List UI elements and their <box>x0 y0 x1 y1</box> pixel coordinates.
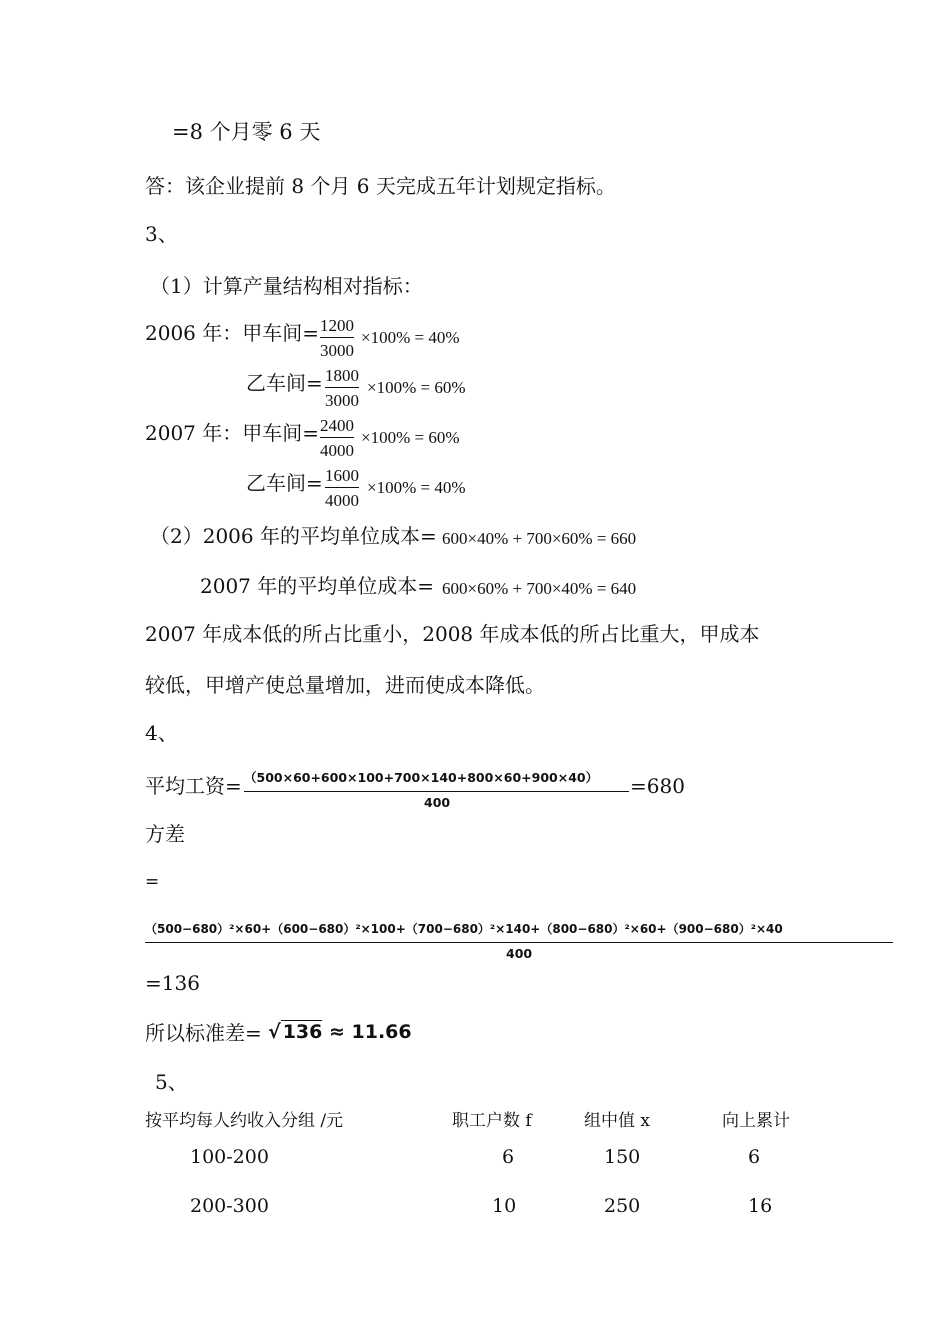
table-header-midpoint: 组中值 x <box>584 1111 650 1131</box>
variance-label: 方差 <box>145 822 185 846</box>
fraction-denominator: 4000 <box>320 441 354 460</box>
table-cell-midpoint: 150 <box>604 1146 641 1168</box>
variance-result: =136 <box>145 971 200 995</box>
fraction-tail: ×100% = 40% <box>361 328 460 347</box>
table-cell-cumulative: 6 <box>748 1146 761 1168</box>
fraction-denominator: 3000 <box>320 341 354 360</box>
table-cell-households: 6 <box>502 1146 515 1168</box>
avg-wage-label: 平均工资= <box>145 774 242 798</box>
avg-wage-numerator: （500×60+600×100+700×140+800×60+900×40） <box>244 770 599 785</box>
table-cell-group: 200-300 <box>190 1195 269 1217</box>
question-3-heading: 3、 <box>145 222 178 246</box>
sqrt-icon: √ <box>268 1021 281 1043</box>
variance-equals: = <box>145 872 160 892</box>
table-cell-midpoint: 250 <box>604 1195 641 1217</box>
explanation-line-2: 较低，甲增产使总量增加，进而使成本降低。 <box>145 673 545 697</box>
variance-numerator: （500−680）²×60+（600−680）²×100+（700−680）²×140+（800−680）²×60+（900−680）²×40 <box>145 922 783 936</box>
fraction-tail: ×100% = 60% <box>367 378 466 397</box>
fraction-numerator: 1200 <box>320 316 354 335</box>
fraction-2007-jia <box>320 417 354 459</box>
cost-2007-formula: 600×60% + 700×40% = 640 <box>442 579 637 598</box>
q3-part1-heading: （1）计算产量结构相对指标： <box>150 274 423 298</box>
y2007-label: 2007 年：甲车间= <box>145 421 320 445</box>
y2006-label: 2006 年：甲车间= <box>145 321 320 345</box>
std-dev-label: 所以标准差= <box>145 1021 262 1045</box>
fraction-denominator: 4000 <box>325 491 359 510</box>
fraction-numerator: 1800 <box>325 366 359 385</box>
cost-2006-formula: 600×40% + 700×60% = 660 <box>442 529 637 548</box>
table-header-group: 按平均每人约收入分组 /元 <box>145 1111 344 1131</box>
fraction-tail: ×100% = 40% <box>367 478 466 497</box>
q3-part2-2006: （2）2006 年的平均单位成本= <box>150 524 437 548</box>
avg-wage-result: =680 <box>630 774 685 798</box>
fraction-bar <box>325 487 359 488</box>
question-4-heading: 4、 <box>145 721 178 745</box>
avg-wage-denominator: 400 <box>424 795 451 810</box>
question-5-heading: 5、 <box>155 1070 188 1094</box>
fraction-2006-jia <box>320 317 354 359</box>
result-line: =8 个月零 6 天 <box>172 120 321 144</box>
fraction-numerator: 1600 <box>325 466 359 485</box>
fraction-denominator: 3000 <box>325 391 359 410</box>
yi-2006-label: 乙车间= <box>246 371 323 395</box>
explanation-line-1: 2007 年成本低的所占比重小，2008 年成本低的所占比重大，甲成本 <box>145 622 760 646</box>
table-header-cumulative: 向上累计 <box>722 1111 790 1131</box>
fraction-tail: ×100% = 60% <box>361 428 460 447</box>
answer-line: 答：该企业提前 8 个月 6 天完成五年计划规定指标。 <box>145 174 616 198</box>
sqrt-radicand: 136 <box>282 1021 323 1043</box>
fraction-2006-yi <box>325 367 359 409</box>
fraction-bar <box>320 337 354 338</box>
table-cell-cumulative: 16 <box>748 1195 773 1217</box>
std-dev-approx: ≈ 11.66 <box>328 1021 412 1043</box>
avg-wage-fraction-bar <box>244 791 629 792</box>
fraction-2007-yi <box>325 467 359 509</box>
fraction-bar <box>320 437 354 438</box>
yi-2007-label: 乙车间= <box>246 471 323 495</box>
table-cell-group: 100-200 <box>190 1146 269 1168</box>
table-header-households: 职工户数 f <box>452 1111 532 1131</box>
std-dev-formula <box>268 1021 412 1043</box>
variance-fraction-bar <box>145 942 893 943</box>
fraction-bar <box>325 387 359 388</box>
fraction-numerator: 2400 <box>320 416 354 435</box>
table-cell-households: 10 <box>492 1195 517 1217</box>
q3-part2-2007: 2007 年的平均单位成本= <box>200 574 435 598</box>
variance-denominator: 400 <box>506 946 533 961</box>
